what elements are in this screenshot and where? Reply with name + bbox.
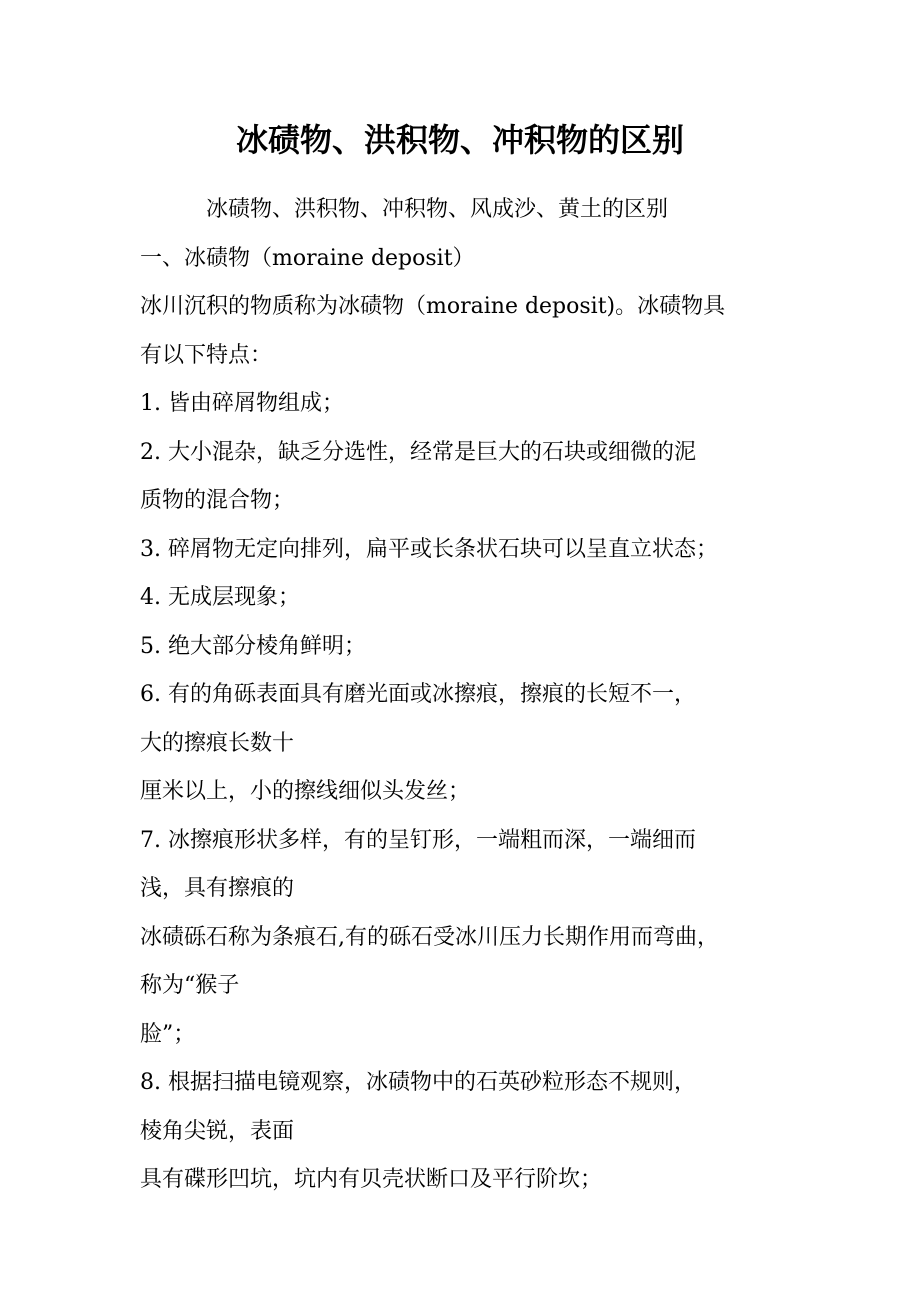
list-item-continuation: 冰碛砾石称为条痕石,有的砾石受冰川压力长期作用而弯曲， xyxy=(140,924,719,950)
list-item: 3. 碎屑物无定向排列，扁平或长条状石块可以呈直立状态； xyxy=(140,536,718,562)
list-item-continuation: 质物的混合物； xyxy=(140,488,295,513)
list-item-continuation: 称为“猴子 xyxy=(140,973,240,998)
list-item: 2. 大小混杂，缺乏分选性，经常是巨大的石块或细微的泥 xyxy=(140,439,696,465)
list-item-continuation: 大的擦痕长数十 xyxy=(140,730,295,756)
document-title: 冰碛物、洪积物、冲积物的区别 xyxy=(235,121,684,159)
list-item: 7. 冰擦痕形状多样，有的呈钉形，一端粗而深，一端细而 xyxy=(140,827,696,853)
paragraph-line: 冰川沉积的物质称为冰碛物（moraine deposit)。冰碛物具 xyxy=(140,294,726,319)
list-item: 8. 根据扫描电镜观察，冰碛物中的石英砂粒形态不规则， xyxy=(140,1070,696,1095)
section-heading-moraine: 一、冰碛物（moraine deposit） xyxy=(140,245,475,271)
list-item: 5. 绝大部分棱角鲜明； xyxy=(140,633,366,659)
list-item-continuation: 浅，具有擦痕的 xyxy=(140,876,295,901)
list-item-continuation: 脸”； xyxy=(140,1021,196,1047)
document-body xyxy=(140,186,800,1205)
list-item: 6. 有的角砾表面具有磨光面或冰擦痕，擦痕的长短不一， xyxy=(140,682,696,707)
paragraph-line: 有以下特点： xyxy=(140,342,273,368)
list-item-continuation: 棱角尖锐，表面 xyxy=(140,1118,295,1144)
document-subtitle: 冰碛物、洪积物、冲积物、风成沙、黄土的区别 xyxy=(206,197,669,222)
list-item-continuation: 具有碟形凹坑，坑内有贝壳状断口及平行阶坎； xyxy=(140,1167,603,1192)
list-item: 4. 无成层现象； xyxy=(140,585,300,610)
list-item: 1. 皆由碎屑物组成； xyxy=(140,391,344,416)
list-item-continuation: 厘米以上，小的擦线细似头发丝； xyxy=(140,779,471,804)
